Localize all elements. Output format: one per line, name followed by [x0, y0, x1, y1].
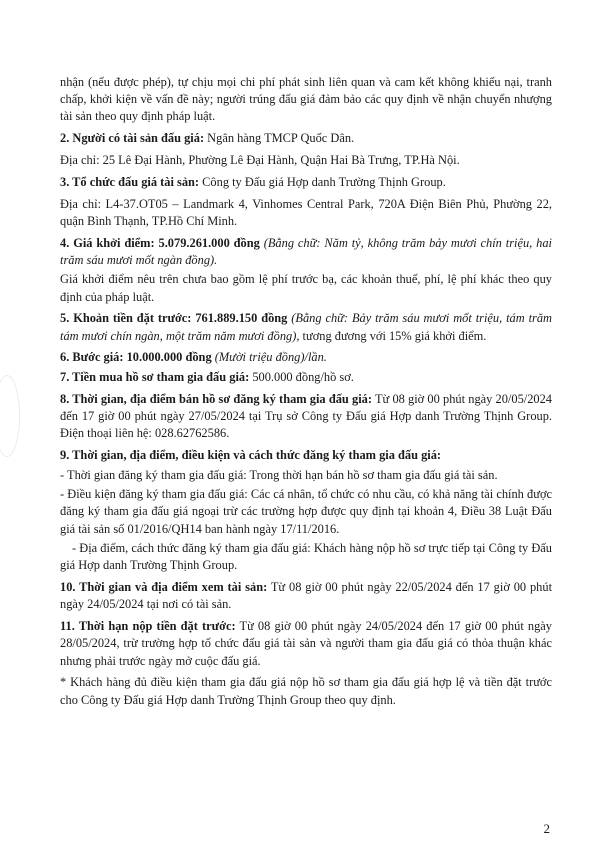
section-9-heading	[60, 447, 552, 464]
document-body	[60, 74, 552, 709]
section-9-item-time: - Thời gian đăng ký tham gia đấu giá: Trong thời hạn bán hồ sơ tham gia đấu giá tài sản.	[60, 467, 498, 482]
section-5	[60, 310, 552, 344]
section-6-words: (Mười triệu đồng)/lần.	[211, 350, 327, 365]
section-3-label: 3. Tổ chức đấu giá tài sản:	[60, 174, 200, 189]
section-8	[60, 391, 552, 443]
section-6	[60, 349, 552, 366]
section-4-note: Giá khởi điểm nêu trên chưa bao gồm lệ phí trước bạ, các khoản thuế, phí, lệ phí khác theo quy định của pháp luật.	[60, 272, 552, 304]
section-2	[60, 130, 552, 147]
section-4-words: (Bằng chữ: Năm tỷ, không trăm bảy mươi chín triệu, hai trăm sáu mươi mốt ngàn đồng).	[60, 235, 552, 267]
section-11-value: Từ 08 giờ 00 phút ngày 24/05/2024 đến 17 giờ 00 phút ngày 28/05/2024, trừ trường hợp tổ chức đấu giá tài sản và người tham gia đấu giá có thỏa thuận khác nhưng phải trước ngày mở cuộc đấu giá.	[60, 619, 552, 668]
section-2-label: 2. Người có tài sản đấu giá:	[60, 131, 205, 146]
section-10-label: 10. Thời gian và địa điểm xem tài sản:	[60, 580, 268, 595]
section-5-label: 5. Khoản tiền đặt trước:	[60, 311, 196, 326]
section-7-value: 500.000 đồng/hồ sơ.	[249, 369, 354, 384]
section-8-value: Từ 08 giờ 00 phút ngày 20/05/2024 đến 17 giờ 00 phút ngày 27/05/2024 tại Trụ sở Công ty Đấu giá Hợp danh Trường Thịnh Group. Điện thoại liên hệ: 028.62762586.	[60, 391, 552, 441]
section-5-rest: tương đương với 15% giá khởi điểm.	[299, 328, 487, 343]
section-3-address: Địa chỉ: L4-37.OT05 – Landmark 4, Vinhomes Central Park, 720A Điện Biên Phủ, Phường 22, quận Bình Thạnh, TP.Hồ Chí Minh.	[60, 196, 552, 228]
section-5-words: (Bằng chữ: Bảy trăm sáu mươi mốt triệu, tám trăm tám mươi chín ngàn, một trăm năm mươi đồng),	[60, 311, 552, 343]
section-5-amount: 761.889.150 đồng	[195, 311, 288, 326]
section-11	[60, 618, 552, 670]
section-9-item-location: - Địa điểm, cách thức đăng ký tham gia đấu giá: Khách hàng nộp hồ sơ trực tiếp tại Công ty Đấu giá Hợp danh Trường Thịnh Group.	[60, 541, 552, 573]
section-7-label: 7. Tiền mua hồ sơ tham gia đấu giá:	[60, 369, 250, 384]
section-3	[60, 174, 552, 191]
section-10-value: Từ 08 giờ 00 phút ngày 22/05/2024 đến 17 giờ 00 phút ngày 24/05/2024 tại nơi có tài sản.	[60, 580, 553, 612]
section-11-label: 11. Thời hạn nộp tiền đặt trước:	[60, 619, 236, 634]
section-4	[60, 235, 552, 269]
section-9-label: 9. Thời gian, địa điểm, điều kiện và cách thức đăng ký tham gia đấu giá:	[60, 447, 442, 462]
intro-paragraph: nhận (nếu được phép), tự chịu mọi chi phí phát sinh liên quan và cam kết không khiếu nại, tranh chấp, khởi kiện về vấn đề này; người trúng đấu giá đảm bảo các quy định về nhận chuyển nhượng tài sản theo quy định pháp luật.	[60, 75, 552, 124]
section-6-label: 6. Bước giá:	[60, 350, 127, 365]
section-6-amount: 10.000.000 đồng	[126, 350, 212, 365]
section-4-amount: 5.079.261.000 đồng	[158, 235, 260, 250]
footnote: * Khách hàng đủ điều kiện tham gia đấu giá nộp hồ sơ tham gia đấu giá hợp lệ và tiền đặt trước cho Công ty Đấu giá Hợp danh Trường Thịnh Group theo quy định.	[60, 675, 552, 707]
faint-stamp-mark	[0, 375, 20, 457]
section-9-item-conditions: - Điều kiện đăng ký tham gia đấu giá: Các cá nhân, tổ chức có nhu cầu, có khả năng tài chính được đăng ký tham gia đấu giá ngoại trừ các trường hợp được quy định tại khoản 4, Điều 38 Luật Đấu giá tài sản số 01/2016/QH14 ban hành ngày 17/11/2016.	[60, 487, 552, 536]
section-10	[60, 579, 552, 613]
section-2-value: Ngân hàng TMCP Quốc Dân.	[204, 131, 355, 146]
section-2-address: Địa chỉ: 25 Lê Đại Hành, Phường Lê Đại Hành, Quận Hai Bà Trưng, TP.Hà Nội.	[60, 153, 460, 167]
page-number: 2	[543, 821, 550, 836]
section-3-value: Công ty Đấu giá Hợp danh Trường Thịnh Group.	[199, 174, 446, 189]
section-4-label: 4. Giá khởi điểm:	[60, 235, 159, 250]
section-8-label: 8. Thời gian, địa điểm bán hồ sơ đăng ký tham gia đấu giá:	[60, 391, 372, 406]
section-7	[60, 369, 552, 386]
